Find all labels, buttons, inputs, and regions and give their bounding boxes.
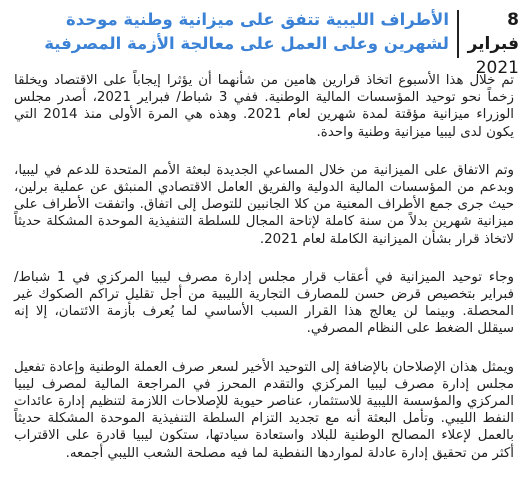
article-headline[interactable]: الأطراف الليبية تتفق على ميزانية وطنية موحدة لشهرين وعلى العمل على معالجة الأزمة المصرفية [44, 10, 449, 53]
publish-date-year: 2021 [475, 58, 519, 78]
publish-date [467, 8, 519, 78]
article-header [14, 8, 519, 78]
header-divider [457, 10, 459, 58]
article-paragraph-1: تم خلال هذا الأسبوع اتخاذ قرارين هامين من شأنهما أن يؤثرا إيجاباً على الاقتصاد ويخلقا زخماً نحو توحيد المؤسسات المالية الوطنية. ففي 3 شباط/ فبراير 2021، أصدر مجلس الوزراء ميزانية مؤقتة لمدة شهرين لعام 2021. وهذه هي المرة الأولى منذ 2014 التي يكون لدى ليبيا ميزانية وطنية واحدة. [14, 73, 514, 140]
article-paragraph-4: ويمثل هذان الإصلاحان بالإضافة إلى التوحيد الأخير لسعر صرف العملة الوطنية وإعادة تفعيل مجلس إدارة مصرف ليبيا المركزي والتقدم المحرز في المراجعة المالية لمصرف ليبيا المركزي والمؤسسة الليبية للاستثمار، عناصر حيوية للإصلاحات اللازمة لتنظيم إدارة عائدات النفط الليبي. وتأمل البعثة أنه مع تجديد التزام السلطة التنفيذية الموحدة المشكلة حديثاً بالعمل لإعلاء المصالح الوطنية للبلاد واستعادة سيادتها، ستكون ليبيا قادرة على الاقتراب أكثر من تحقيق إدارة عادلة لمواردها النفطية لما فيه مصلحة الشعب الليبي أجمعه. [14, 359, 514, 461]
publish-date-day: 8 فبراير [467, 10, 519, 54]
article-paragraph-2: وتم الاتفاق على الميزانية من خلال المساعي الجديدة لبعثة الأمم المتحدة للدعم في ليبيا، وبدعم من المؤسسات المالية الدولية والفريق العامل الاقتصادي المنبثق عن عملية برلين، حيث جرى جمع الأطراف المعنية من كلا الجانبين للتوصل إلى اتفاق. واتفقت الأطراف على ميزانية شهرين بدلاً من سنة كاملة لإتاحة المجال للسلطة التنفيذية الموحدة المشكلة حديثاً لاتخاذ قرار بشأن الميزانية الكاملة لعام 2021. [14, 162, 514, 247]
article-body [14, 72, 514, 483]
article-paragraph-3: وجاء توحيد الميزانية في أعقاب قرار مجلس إدارة مصرف ليبيا المركزي في 1 شباط/ فبراير بتخصيص قرض حسن للمصارف التجارية الليبية من أجل تقليل تراكم الصكوك غير المحصلة. وبينما لن يعالج هذا القرار السبب الأساسي لما يُعرف بأزمة الائتمان، إلا إنه سيقلل الضغط على النظام المصرفي. [14, 269, 514, 337]
